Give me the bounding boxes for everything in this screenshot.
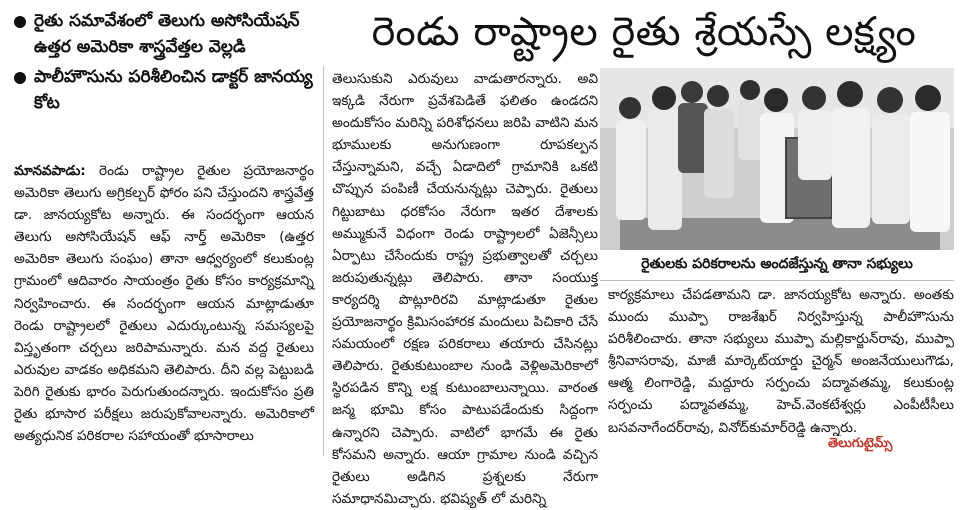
highlight-item	[14, 64, 314, 116]
column-1-text: రెండు రాష్ట్రాల రైతుల ప్రయోజనార్థం అమెరికా తెలుగు అగ్రికల్చర్ ఫోరం పని చేస్తుందని శాస్త్రవేత్త డా. జానయ్యకోట అన్నారు. ఈ సందర్భంగా ఆయన తెలుగు అసోసియేషన్ ఆఫ్ నార్త్ అమెరికా (ఉత్తర అమెరికా తెలుగు సంఘం) తానా ఆధ్వర్యంలో కలుకుంట్ల గ్రామంలో ఆదివారం సాయంత్రం రైతు కోసం కార్యక్రమాన్ని నిర్వహించారు. ఈ సందర్భంగా ఆయన మాట్లాడుతూ రెండు రాష్ట్రాలలో రైతులు ఎదుర్కుంటున్న సమస్యలపై విస్తృతంగా చర్చలు జరిపామన్నారు. మన వద్ద రైతులు ఎరువుల వాడకం అధికమని తెలిపారు. దీని వల్ల పెట్టుబడి పెరిగి రైతుకు భారం పెరుగుతుందన్నారు. ఇందుకోసం ప్రతి రైతు భూసార పరీక్షలు జరుపుకోవాలన్నారు. అమెరికాలో అత్యధునిక పరికరాల సహాయంతో భూసారాలు	[14, 163, 314, 445]
photo-illustration	[600, 68, 954, 250]
column-2-text: తెలుసుకుని ఎరువులు వాడుతారన్నారు. అవి ఇక్కడి నేరుగా ప్రవేశపెడితే ఫలితం ఉండదని అందుకోసం మరిన్ని పరిశోధనలు జరిపి వాటిని మన భూములకు అనుగుణంగా రూపకల్పన చేస్తున్నామని, వచ్చే ఏడాదిలో గ్రామానికి ఒకటి చొప్పున పంపిణీ చేయనున్నట్లు చెప్పారు. రైతులు గిట్టుబాటు ధరకోసం నేరుగా ఇతర దేశాలకు అమ్ముకునే విధంగా రెండు రాష్ట్రాలలో ఏజెన్సీలు ఏర్పాటు చేసేందుకు రాష్ట్ర ప్రభుత్వాలతో చర్చలు జరుపుతున్నట్లు తెలిపారు. తానా సంయుక్త కార్యదర్శి పొట్లూరిరవి మాట్లాడుతూ రైతుల ప్రయోజనార్థం క్రిమిసంహారక మందులు పిచికారి చేసే సమయంలో రక్షణ పరికరాలు తయారు చేసినట్లు తెలిపారు. రైతుకుటుంబాల నుండి వెళ్లిఅమెరికాలో స్థిరపడిన కొన్ని లక్ష కుటుంబాలున్నాయి. వారంత జన్మ భూమి కోసం పాటుపడేందుకు సిద్దంగా ఉన్నారని చెప్పారు. వాటిలో భాగమే ఈ రైతు కోసమని అన్నారు. ఆయా గ్రామాల నుండి వచ్చిన రైతులు అడిగిన ప్రశ్నలకు నేరుగా సమాధానమిచ్చారు. భవిష్యత్ లో మరిన్ని	[332, 71, 598, 507]
highlights-list	[14, 8, 314, 120]
highlight-item	[14, 8, 314, 60]
watermark-part-2: టైమ్స్	[863, 436, 893, 451]
highlight-text: పాలీహౌసును పరిశీలించిన డాక్టర్ జానయ్య కోట	[34, 67, 313, 113]
photo-caption: రైతులకు పరికరాలను అందజేస్తున్న తానా సభ్యులు	[641, 256, 913, 272]
bullet-icon	[14, 72, 26, 84]
news-photo	[600, 68, 954, 250]
article-column-2	[332, 68, 598, 507]
caption-rule	[600, 280, 954, 281]
watermark-part-1: తెలుగు	[828, 436, 864, 451]
highlight-text: రైతు సమావేశంలో తెలుగు అసోసియేషన్ ఉత్తర అమెరికా శాస్త్రవేత్తల వెల్లడి	[34, 11, 300, 57]
bullet-icon	[14, 16, 26, 28]
article-headline: రెండు రాష్ట్రాల రైతు శ్రేయస్సే లక్ష్యం	[371, 9, 917, 55]
column-3-text: కార్యక్రమాలు చేపడతామని డా. జానయ్యకోట అన్నారు. అంతకు ముందు ముప్పా రాజశేఖర్ నిర్వహిస్తున్న పాలీహౌసును పరిశీలించారు. తానా సభ్యులు ముప్పా మల్లికార్జున్‌రావు, ముప్పా శ్రీనివాసరావు, మాజీ మార్కెట్‌యార్డు చైర్మన్ అంజనేయులుగౌడు, ఆత్మ లింగారెడ్డి, మద్దూరు సర్పంచు పద్మావతమ్మ, కలుకుంట్ల సర్పంచు పద్మావతమ్మ, హెచ్.వెంకటేశ్వర్లు ఎంపీటీసీలు బసవనాగేందర్‌రావు, వినోద్‌కుమార్‌రెడ్డి ఉన్నారు.	[608, 287, 954, 436]
column-divider	[323, 66, 324, 456]
dateline: మానవపాడు:	[14, 163, 86, 179]
article-column-3	[608, 284, 954, 456]
source-watermark	[826, 436, 894, 454]
article-column-1	[14, 160, 314, 456]
